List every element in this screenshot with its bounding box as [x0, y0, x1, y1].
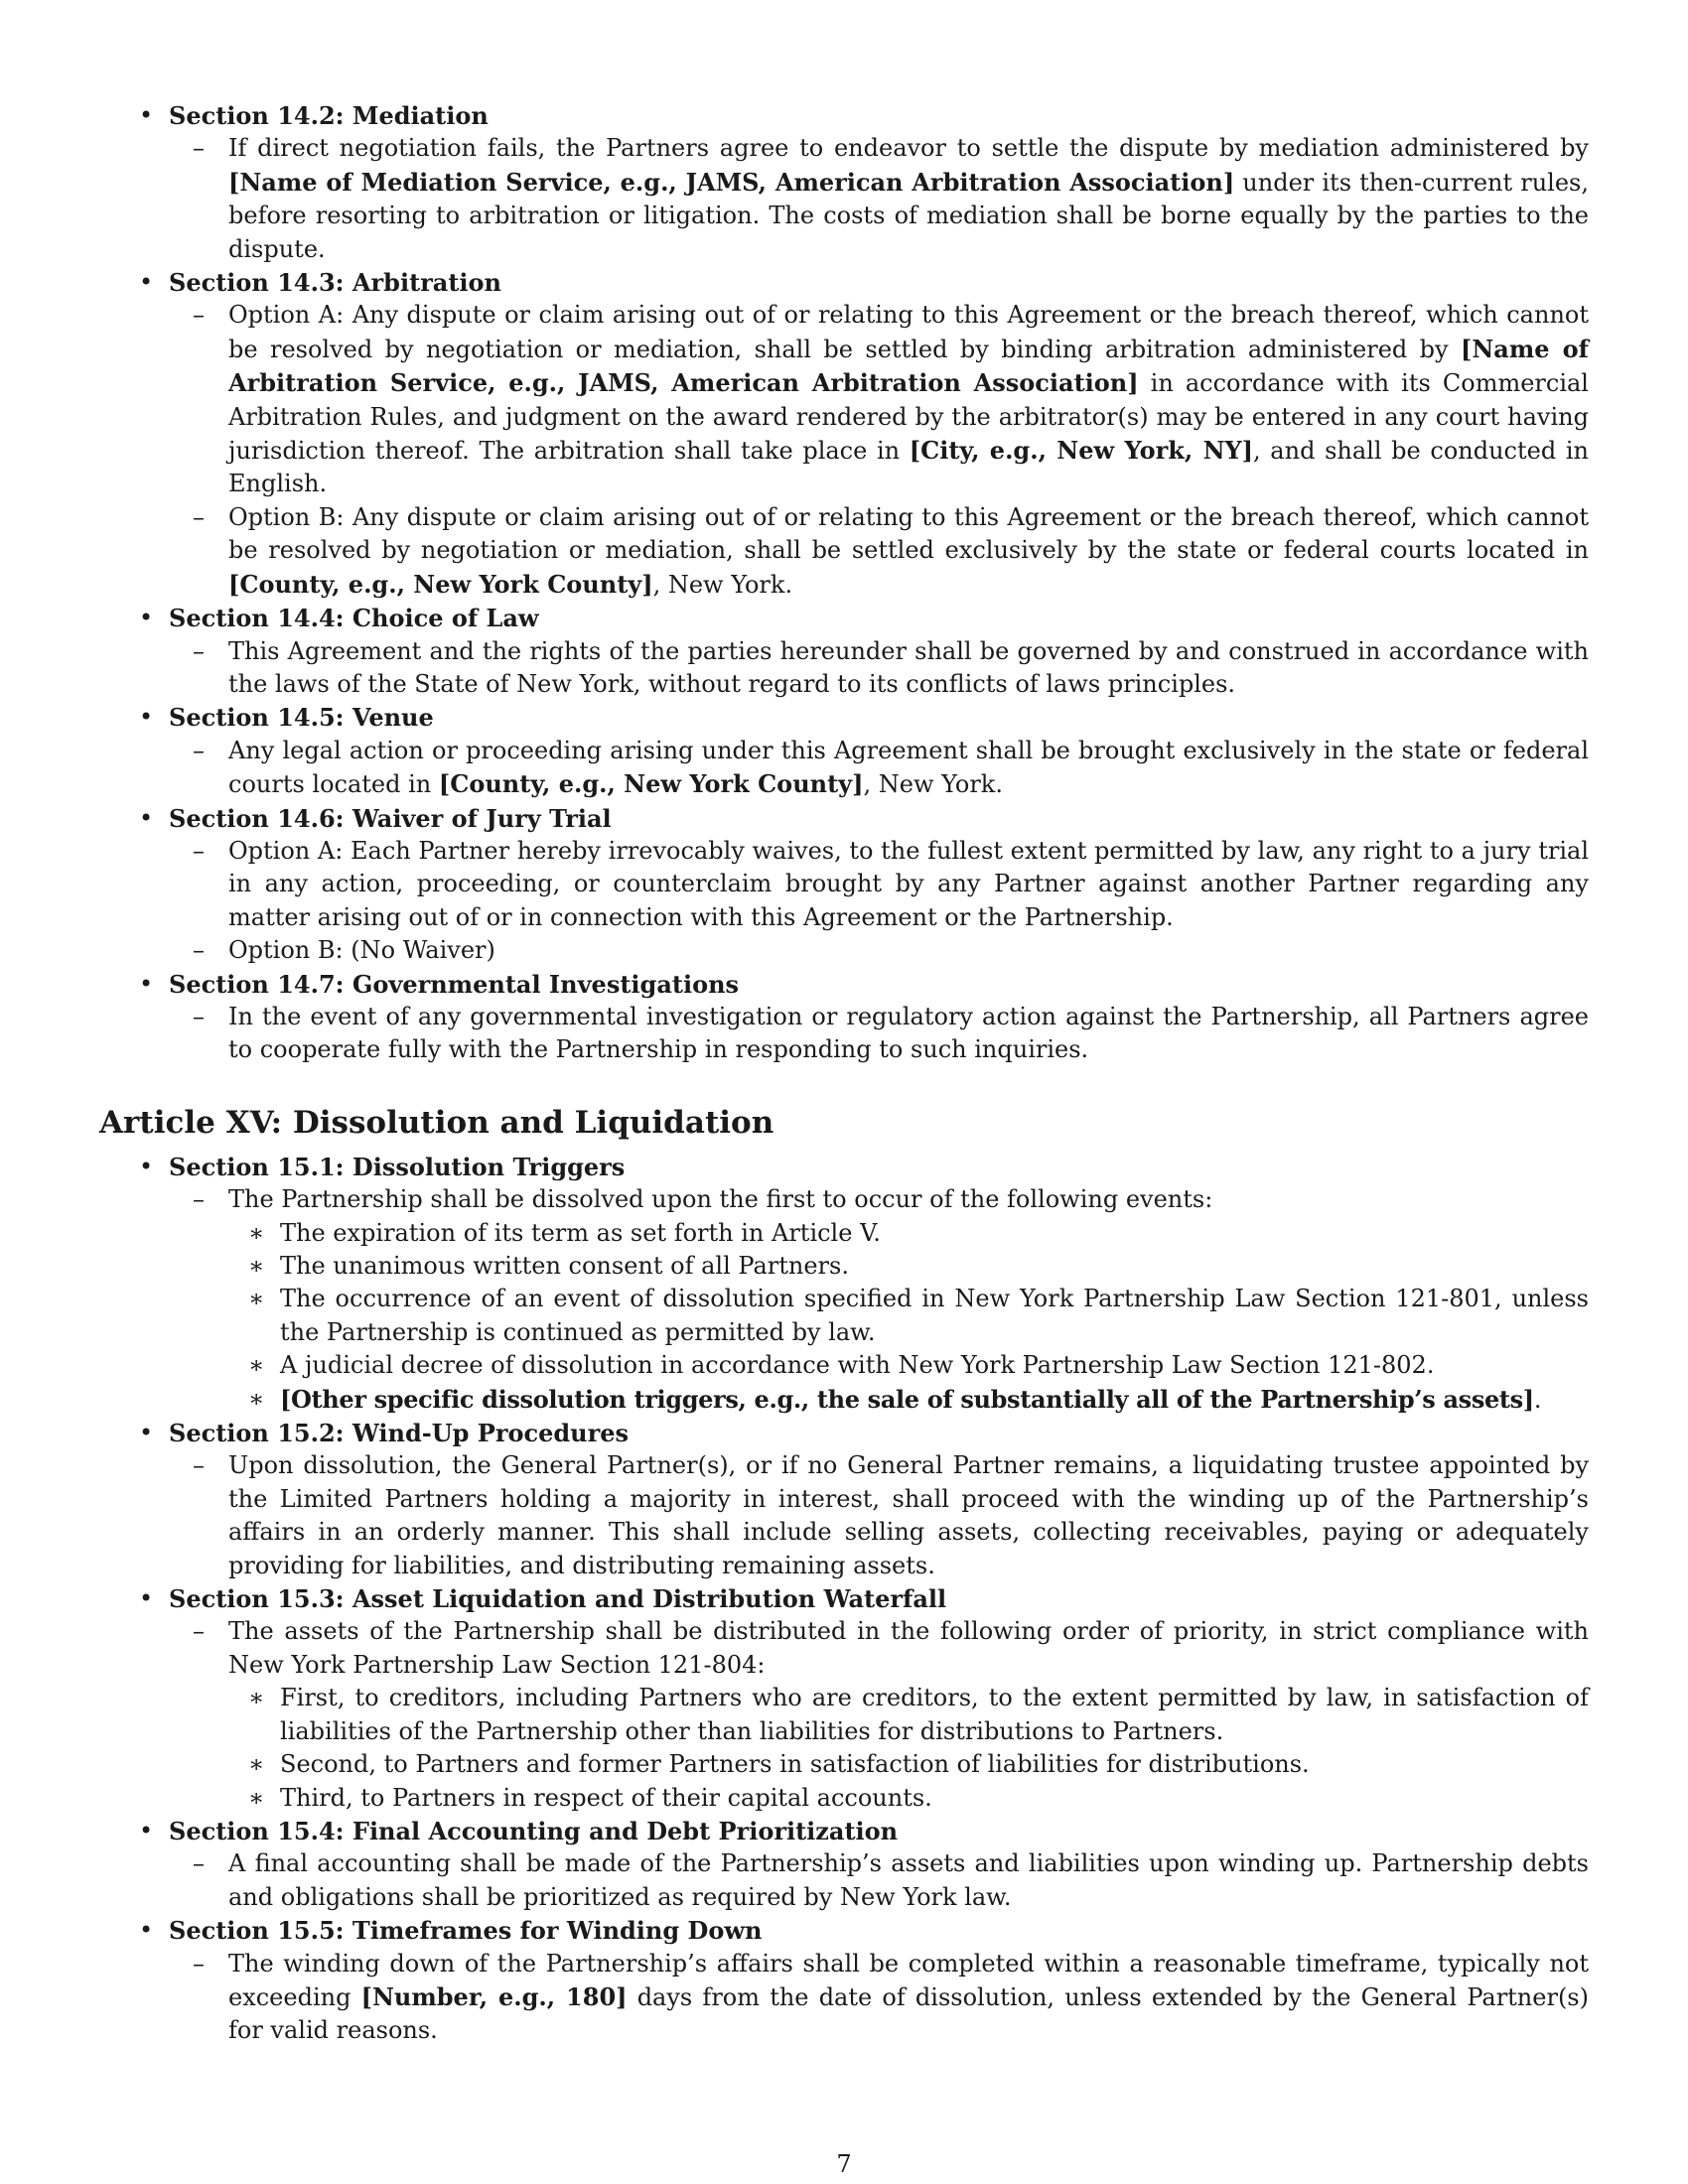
section-heading: Section 14.4: Choice of Law — [169, 604, 539, 633]
section-15-1 — [99, 1151, 1589, 1417]
sub-list-item: ∗ A judicial decree of dissolution in accordance with New York Partnership Law Section 121-802. — [99, 1349, 1589, 1382]
document-page — [99, 99, 1589, 2048]
asterisk-marker: ∗ — [248, 1252, 265, 1280]
dash-marker: – — [193, 134, 205, 163]
list-item: – Option A: Each Partner hereby irrevocably waives, to the fullest extent permitted by law, any right to a jury trial in any action, proceeding, or counterclaim brought by any Partner against another Partner regarding any matter arising out of or in connection with this Agreement or the Partnership. — [193, 836, 1589, 931]
placeholder-text: [County, e.g., New York County] — [228, 569, 653, 599]
asterisk-marker: ∗ — [248, 1684, 265, 1712]
placeholder-text: [Other specific dissolution triggers, e.g., the sale of substantially all of the Partnership’s assets] — [280, 1384, 1534, 1414]
section-heading: Section 14.7: Governmental Investigations — [169, 969, 740, 999]
section-15-4 — [99, 1815, 1589, 1914]
list-item: – Option B: Any dispute or claim arising out of or relating to this Agreement or the breach thereof, which cannot be resolved by negotiation or mediation, shall be settled exclusively by the state or federal courts located in [County, e.g., New York County], New York. — [193, 502, 1589, 599]
list-item: – Upon dissolution, the General Partner(s), or if no General Partner remains, a liquidating trustee appointed by the Limited Partners holding a majority in interest, shall proceed with the winding up of the Partnership’s affairs in an orderly manner. This shall include selling assets, collecting receivables, paying or adequately providing for liabilities, and distributing remaining assets. — [193, 1451, 1589, 1579]
section-14-2 — [99, 99, 1589, 266]
bullet-marker: • — [139, 1584, 154, 1613]
placeholder-text: [Name of Mediation Service, e.g., JAMS, American Arbitration Association] — [228, 167, 1235, 197]
sub-list-item: ∗ The unanimous written consent of all Partners. — [99, 1250, 1589, 1283]
list-item: – Option A: Any dispute or claim arising out of or relating to this Agreement or the breach thereof, which cannot be resolved by negotiation or mediation, shall be settled by binding arbitration administered by [Name of Arbitration Service, e.g., JAMS, American Arbitration Association] in accordance with its Commercial Arbitration Rules, and judgment on the award rendered by the arbitrator(s) may be entered in any court having jurisdiction thereof. The arbitration shall take place in [City, e.g., New York, NY], and shall be conducted in English. — [193, 301, 1589, 498]
section-14-7 — [99, 968, 1589, 1067]
dash-marker: – — [193, 502, 205, 531]
bullet-marker: • — [139, 803, 154, 832]
section-15-5 — [99, 1914, 1589, 2048]
section-heading: Section 14.6: Waiver of Jury Trial — [169, 803, 612, 833]
section-14-5 — [99, 701, 1589, 801]
dash-marker: – — [193, 1617, 205, 1646]
bullet-marker: • — [139, 1816, 154, 1844]
article-heading: Article XV: Dissolution and Liquidation — [99, 1104, 774, 1141]
list-item: – The Partnership shall be dissolved upon the first to occur of the following events: — [99, 1183, 1589, 1216]
section-heading: Section 14.2: Mediation — [169, 101, 489, 130]
asterisk-marker: ∗ — [248, 1783, 265, 1812]
bullet-marker: • — [139, 703, 154, 732]
sub-list-item: ∗ The occurrence of an event of dissolution specified in New York Partnership Law Section 121-801, unless the Partnership is continued as permitted by law. — [248, 1285, 1589, 1346]
list-item: – If direct negotiation fails, the Partners agree to endeavor to settle the dispute by mediation administered by [Name of Mediation Service, e.g., JAMS, American Arbitration Association] under its then-current rules, before resorting to arbitration or litigation. The costs of mediation shall be borne equally by the parties to the dispute. — [193, 134, 1589, 263]
placeholder-text: [Name of Arbitration Service, e.g., JAMS, American Arbitration Association] — [228, 334, 1589, 398]
bullet-marker: • — [139, 1419, 154, 1447]
placeholder-text: [Number, e.g., 180] — [360, 1981, 628, 2011]
bullet-marker: • — [139, 969, 154, 998]
sub-list-item: ∗ Second, to Partners and former Partners in satisfaction of liabilities for distributions. — [99, 1748, 1589, 1781]
section-15-2 — [99, 1417, 1589, 1582]
section-heading: Section 15.5: Timeframes for Winding Down — [169, 1916, 763, 1946]
section-15-3 — [99, 1582, 1589, 1815]
section-heading: Section 15.3: Asset Liquidation and Distribution Waterfall — [169, 1584, 947, 1614]
sub-list-item: ∗ [Other specific dissolution triggers, e.g., the sale of substantially all of the Partnership’s assets]. — [99, 1383, 1589, 1417]
dash-marker: – — [193, 636, 205, 665]
bullet-marker: • — [139, 268, 154, 297]
dash-marker: – — [193, 1451, 205, 1480]
asterisk-marker: ∗ — [248, 1218, 265, 1247]
list-item: – In the event of any governmental investigation or regulatory action against the Partnership, all Partners agree to cooperate fully with the Partnership in responding to such inquiries. — [193, 1002, 1589, 1064]
placeholder-text: [City, e.g., New York, NY] — [909, 436, 1254, 466]
section-heading: Section 15.4: Final Accounting and Debt Prioritization — [169, 1816, 899, 1845]
section-heading: Section 14.5: Venue — [169, 703, 434, 733]
asterisk-marker: ∗ — [248, 1750, 265, 1779]
asterisk-marker: ∗ — [248, 1351, 265, 1380]
section-heading: Section 15.1: Dissolution Triggers — [169, 1152, 626, 1181]
bullet-marker: • — [139, 604, 154, 632]
section-14-6 — [99, 802, 1589, 968]
dash-marker: – — [193, 1849, 205, 1878]
asterisk-marker: ∗ — [248, 1384, 264, 1413]
dash-marker: – — [193, 936, 205, 965]
section-heading: Section 14.3: Arbitration — [169, 268, 502, 298]
list-item: – This Agreement and the rights of the parties hereunder shall be governed by and construed in accordance with the laws of the State of New York, without regard to its conflicts of laws principles. — [193, 636, 1589, 698]
sub-list-item: ∗ Third, to Partners in respect of their capital accounts. — [99, 1782, 1589, 1815]
dash-marker: – — [193, 1002, 205, 1030]
sub-list-item: ∗ The expiration of its term as set forth in Article V. — [99, 1217, 1589, 1250]
page-number: 7 — [836, 2150, 852, 2178]
list-item: – Any legal action or proceeding arising under this Agreement shall be brought exclusively in the state or federal courts located in [County, e.g., New York County], New York. — [193, 736, 1589, 799]
list-item: – The winding down of the Partnership’s affairs shall be completed within a reasonable timeframe, typically not exceeding [Number, e.g., 180] days from the date of dissolution, unless extended by the General Partner(s) for valid reasons. — [193, 1949, 1589, 2045]
asterisk-marker: ∗ — [248, 1285, 265, 1313]
bullet-marker: • — [139, 1152, 154, 1180]
placeholder-text: [County, e.g., New York County] — [438, 769, 864, 799]
bullet-marker: • — [139, 1916, 154, 1945]
dash-marker: – — [193, 736, 205, 764]
dash-marker: – — [193, 836, 205, 865]
section-14-3 — [99, 266, 1589, 602]
section-14-4 — [99, 602, 1589, 701]
dash-marker: – — [193, 1185, 205, 1214]
sub-list-item: ∗ First, to creditors, including Partners who are creditors, to the extent permitted by law, in satisfaction of liabilities of the Partnership other than liabilities for distributions to Partners. — [248, 1684, 1589, 1745]
list-item: – A final accounting shall be made of the Partnership’s assets and liabilities upon winding up. Partnership debts and obligations shall be prioritized as required by New York law. — [193, 1849, 1589, 1911]
dash-marker: – — [193, 1949, 205, 1978]
list-item: – The assets of the Partnership shall be distributed in the following order of priority, in strict compliance with New York Partnership Law Section 121-804: — [193, 1617, 1589, 1679]
dash-marker: – — [193, 301, 205, 330]
list-item: – Option B: (No Waiver) — [99, 934, 1589, 967]
bullet-marker: • — [139, 101, 154, 129]
section-heading: Section 15.2: Wind-Up Procedures — [169, 1419, 630, 1448]
